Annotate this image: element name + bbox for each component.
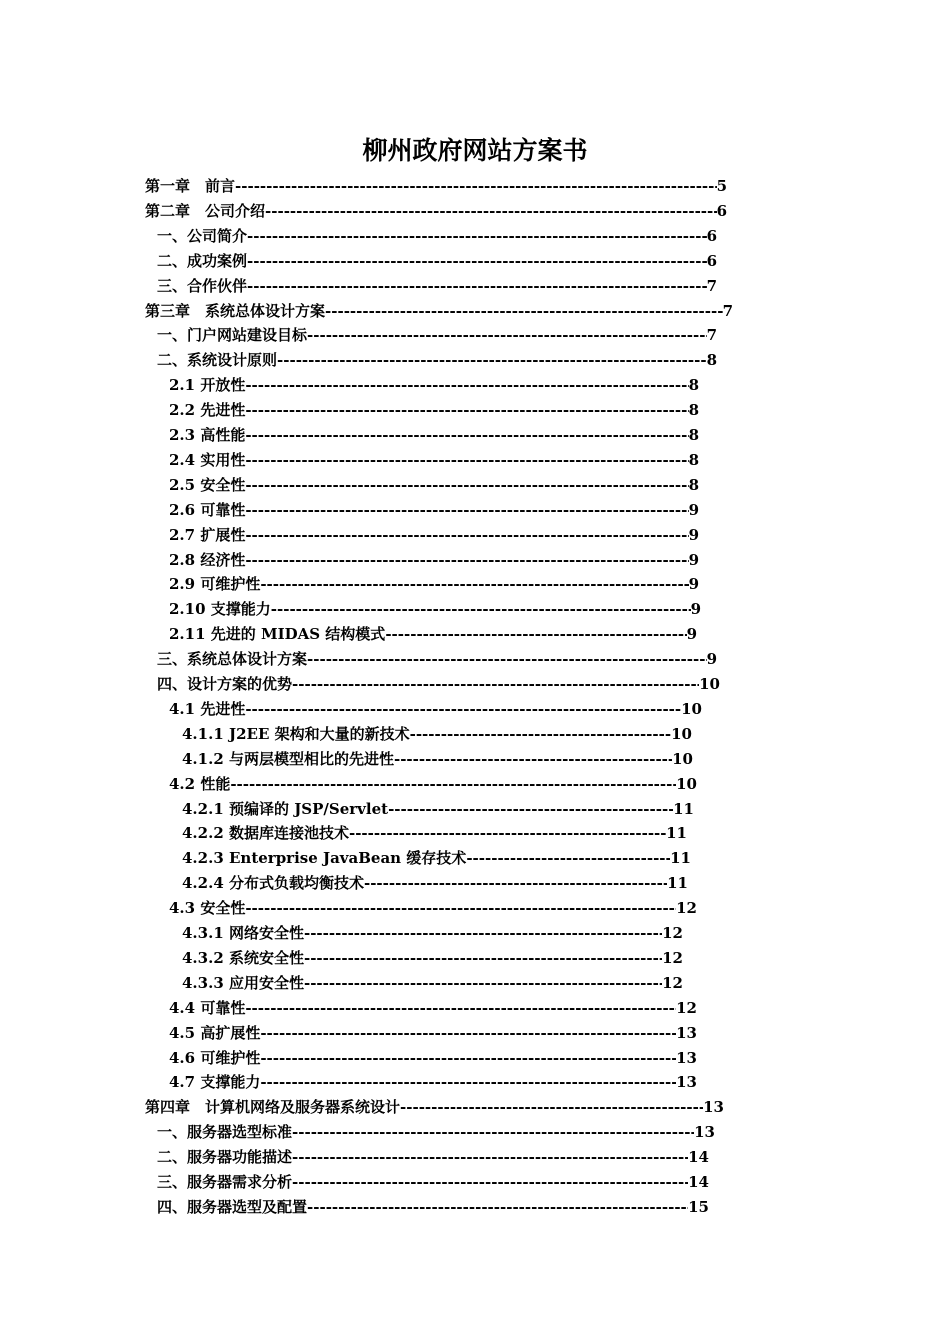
toc-entry-page: 12 xyxy=(662,924,683,942)
toc-entry[interactable] xyxy=(157,1195,709,1220)
toc-entry-label: 2.2 先进性 xyxy=(169,401,246,420)
toc-dot-leader xyxy=(245,423,688,448)
toc-entry[interactable] xyxy=(157,672,720,697)
toc-entry-label: 2.8 经济性 xyxy=(169,550,246,569)
toc-dot-leader xyxy=(245,473,688,498)
toc-dot-leader xyxy=(247,274,707,299)
toc-entry-page: 12 xyxy=(676,899,697,918)
toc-dot-leader xyxy=(400,1095,703,1120)
toc-dot-leader xyxy=(245,398,688,423)
toc-entry-label: 4.7 支撑能力 xyxy=(169,1073,261,1092)
toc-entry-label: 2.5 安全性 xyxy=(169,475,246,494)
toc-dot-leader xyxy=(235,174,717,199)
toc-entry[interactable] xyxy=(157,1145,709,1170)
toc-dot-leader xyxy=(230,772,676,797)
toc-entry[interactable] xyxy=(182,946,683,971)
toc-entry-page: 12 xyxy=(662,948,683,967)
toc-entry[interactable] xyxy=(182,871,688,896)
toc-dot-leader xyxy=(304,971,662,996)
toc-entry[interactable] xyxy=(169,548,699,573)
toc-entry-page: 11 xyxy=(673,799,694,818)
toc-entry-page: 7 xyxy=(706,276,717,295)
toc-entry[interactable] xyxy=(169,398,699,423)
toc-dot-leader xyxy=(385,622,686,647)
toc-dot-leader xyxy=(245,548,688,573)
toc-dot-leader xyxy=(245,996,676,1021)
toc-entry-page: 13 xyxy=(676,1048,697,1067)
toc-entry-page: 10 xyxy=(676,774,697,793)
toc-entry[interactable] xyxy=(169,996,697,1021)
toc-entry[interactable] xyxy=(169,572,699,597)
toc-entry[interactable] xyxy=(182,722,692,747)
toc-entry-label: 二、系统设计原则 xyxy=(157,351,278,370)
toc-entry-label: 一、服务器选型标准 xyxy=(157,1123,293,1142)
toc-entry[interactable] xyxy=(169,373,699,398)
toc-entry-page: 9 xyxy=(690,600,701,619)
toc-entry[interactable] xyxy=(182,846,691,871)
toc-entry[interactable] xyxy=(169,498,699,523)
toc-entry-page: 13 xyxy=(694,1123,715,1142)
toc-entry-label: 2.7 扩展性 xyxy=(169,525,246,544)
toc-entry-page: 9 xyxy=(706,650,717,669)
toc-dot-leader xyxy=(394,747,672,772)
toc-dot-leader xyxy=(271,597,691,622)
toc-dot-leader xyxy=(292,1170,688,1195)
toc-dot-leader xyxy=(260,1046,676,1071)
toc-entry-page: 7 xyxy=(706,326,717,345)
toc-entry-label: 第二章 公司介绍 xyxy=(145,201,266,220)
toc-dot-leader xyxy=(292,1145,688,1170)
toc-dot-leader xyxy=(307,323,707,348)
toc-entry-label: 2.10 支撑能力 xyxy=(169,600,271,619)
toc-entry-page: 12 xyxy=(676,998,697,1017)
toc-entry-page: 8 xyxy=(688,426,699,444)
toc-entry-label: 4.3.1 网络安全性 xyxy=(182,924,304,942)
toc-entry-label: 四、服务器选型及配置 xyxy=(157,1197,308,1216)
toc-dot-leader xyxy=(247,249,707,274)
toc-entry-page: 10 xyxy=(671,724,692,743)
toc-entry-page: 6 xyxy=(706,226,717,245)
toc-entry-label: 四、设计方案的优势 xyxy=(157,675,293,693)
toc-entry-label: 第四章 计算机网络及服务器系统设计 xyxy=(145,1098,401,1117)
toc-entry[interactable] xyxy=(157,1170,709,1195)
toc-entry[interactable] xyxy=(169,622,697,647)
toc-entry-page: 9 xyxy=(686,625,697,644)
toc-entry[interactable] xyxy=(169,448,699,473)
toc-dot-leader xyxy=(245,373,688,398)
toc-entry-page: 14 xyxy=(688,1148,709,1167)
toc-entry-page: 5 xyxy=(716,177,727,195)
toc-entry-page: 15 xyxy=(688,1197,709,1216)
toc-entry[interactable] xyxy=(169,697,702,722)
toc-dot-leader xyxy=(292,1120,694,1145)
toc-entry-label: 二、服务器功能描述 xyxy=(157,1148,293,1167)
document-title: 柳州政府网站方案书 xyxy=(362,136,588,165)
toc-dot-leader xyxy=(260,1021,676,1046)
toc-dot-leader xyxy=(304,921,662,946)
toc-entry-page: 13 xyxy=(703,1098,724,1117)
toc-dot-leader xyxy=(277,348,707,373)
toc-dot-leader xyxy=(307,647,707,672)
toc-entry[interactable] xyxy=(145,299,733,324)
toc-entry[interactable] xyxy=(169,1046,697,1071)
toc-entry-page: 13 xyxy=(676,1073,697,1092)
toc-entry[interactable] xyxy=(169,423,699,448)
toc-entry-page: 10 xyxy=(699,675,720,693)
toc-entry[interactable] xyxy=(145,174,727,199)
toc-dot-leader xyxy=(265,199,717,224)
toc-entry-label: 第三章 系统总体设计方案 xyxy=(145,301,326,320)
toc-dot-leader xyxy=(245,523,688,548)
toc-entry-page: 9 xyxy=(688,575,699,594)
toc-dot-leader xyxy=(292,672,699,697)
toc-entry[interactable] xyxy=(157,348,717,373)
toc-entry-page: 6 xyxy=(706,251,717,270)
toc-entry-label: 2.9 可维护性 xyxy=(169,575,261,594)
toc-entry-label: 4.2 性能 xyxy=(169,774,231,793)
toc-entry-label: 4.3 安全性 xyxy=(169,899,246,918)
toc-entry[interactable] xyxy=(182,747,693,772)
toc-entry[interactable] xyxy=(145,199,727,224)
toc-entry-label: 4.6 可维护性 xyxy=(169,1048,261,1067)
toc-entry-page: 12 xyxy=(662,973,683,992)
toc-entry[interactable] xyxy=(169,597,701,622)
toc-entry-label: 4.1.1 J2EE 架构和大量的新技术 xyxy=(182,724,410,743)
toc-entry[interactable] xyxy=(169,523,699,548)
toc-entry[interactable] xyxy=(182,821,687,846)
toc-dot-leader xyxy=(410,722,672,747)
toc-entry-page: 11 xyxy=(667,874,688,893)
toc-entry[interactable] xyxy=(157,647,717,672)
toc-entry-label: 4.2.4 分布式负载均衡技术 xyxy=(182,874,364,893)
toc-entry[interactable] xyxy=(169,473,699,498)
toc-entry-page: 8 xyxy=(688,450,699,469)
toc-dot-leader xyxy=(247,224,707,249)
toc-entry-label: 4.4 可靠性 xyxy=(169,998,246,1017)
toc-entry-label: 第一章 前言 xyxy=(145,177,236,195)
toc-entry-label: 2.6 可靠性 xyxy=(169,500,246,519)
toc-entry-page: 10 xyxy=(681,699,702,718)
toc-entry-label: 4.3.3 应用安全性 xyxy=(182,973,304,992)
toc-dot-leader xyxy=(245,498,688,523)
toc-entry-label: 三、合作伙伴 xyxy=(157,276,248,295)
toc-entry[interactable] xyxy=(157,249,717,274)
toc-entry[interactable] xyxy=(182,797,694,822)
toc-entry-page: 10 xyxy=(672,749,693,768)
toc-entry[interactable] xyxy=(169,1021,697,1046)
toc-entry[interactable] xyxy=(169,896,697,921)
toc-dot-leader xyxy=(260,572,688,597)
toc-entry-page: 8 xyxy=(706,351,717,370)
toc-entry-label: 2.11 先进的 MIDAS 结构模式 xyxy=(169,625,386,644)
toc-dot-leader xyxy=(304,946,662,971)
toc-dot-leader xyxy=(388,797,673,822)
toc-entry-page: 7 xyxy=(722,301,733,320)
toc-entry-label: 三、系统总体设计方案 xyxy=(157,650,308,669)
toc-entry-page: 9 xyxy=(688,550,699,569)
toc-entry-label: 4.5 高扩展性 xyxy=(169,1023,261,1042)
toc-entry-label: 二、成功案例 xyxy=(157,251,248,270)
toc-entry[interactable] xyxy=(157,323,717,348)
toc-dot-leader xyxy=(349,821,666,846)
toc-entry-page: 6 xyxy=(716,201,727,220)
toc-entry-label: 4.2.3 Enterprise JavaBean 缓存技术 xyxy=(182,849,467,868)
toc-entry[interactable] xyxy=(157,274,717,299)
toc-entry-label: 一、公司简介 xyxy=(157,226,248,245)
toc-dot-leader xyxy=(466,846,670,871)
toc-entry-label: 2.3 高性能 xyxy=(169,426,246,444)
toc-entry[interactable] xyxy=(182,971,683,996)
toc-entry[interactable] xyxy=(169,772,697,797)
toc-dot-leader xyxy=(245,697,681,722)
toc-entry-label: 4.1.2 与两层模型相比的先进性 xyxy=(182,749,394,768)
toc-entry-label: 2.1 开放性 xyxy=(169,376,246,395)
toc-entry-label: 一、门户网站建设目标 xyxy=(157,326,308,345)
toc-dot-leader xyxy=(325,299,723,324)
toc-entry-label: 4.1 先进性 xyxy=(169,699,246,718)
toc-entry-page: 8 xyxy=(688,376,699,395)
toc-entry-label: 三、服务器需求分析 xyxy=(157,1173,293,1191)
toc-entry[interactable] xyxy=(157,224,717,249)
toc-dot-leader xyxy=(260,1070,676,1095)
toc-entry[interactable] xyxy=(169,1070,697,1095)
toc-entry-label: 2.4 实用性 xyxy=(169,450,246,469)
toc-entry-page: 8 xyxy=(688,401,699,420)
toc-entry-label: 4.2.1 预编译的 JSP/Servlet xyxy=(182,799,389,818)
toc-dot-leader xyxy=(364,871,667,896)
toc-entry-label: 4.2.2 数据库连接池技术 xyxy=(182,824,349,843)
toc-entry[interactable] xyxy=(182,921,683,946)
toc-entry-page: 14 xyxy=(688,1173,709,1191)
toc-entry-page: 8 xyxy=(688,475,699,494)
toc-entry[interactable] xyxy=(145,1095,724,1120)
toc-dot-leader xyxy=(307,1195,688,1220)
toc-entry-page: 11 xyxy=(666,824,687,843)
toc-entry-page: 13 xyxy=(676,1023,697,1042)
toc-entry-label: 4.3.2 系统安全性 xyxy=(182,948,304,967)
toc-entry-page: 9 xyxy=(688,500,699,519)
toc-entry[interactable] xyxy=(157,1120,715,1145)
toc-dot-leader xyxy=(245,896,676,921)
toc-dot-leader xyxy=(245,448,688,473)
toc-entry-page: 9 xyxy=(688,525,699,544)
toc-entry-page: 11 xyxy=(670,849,691,868)
